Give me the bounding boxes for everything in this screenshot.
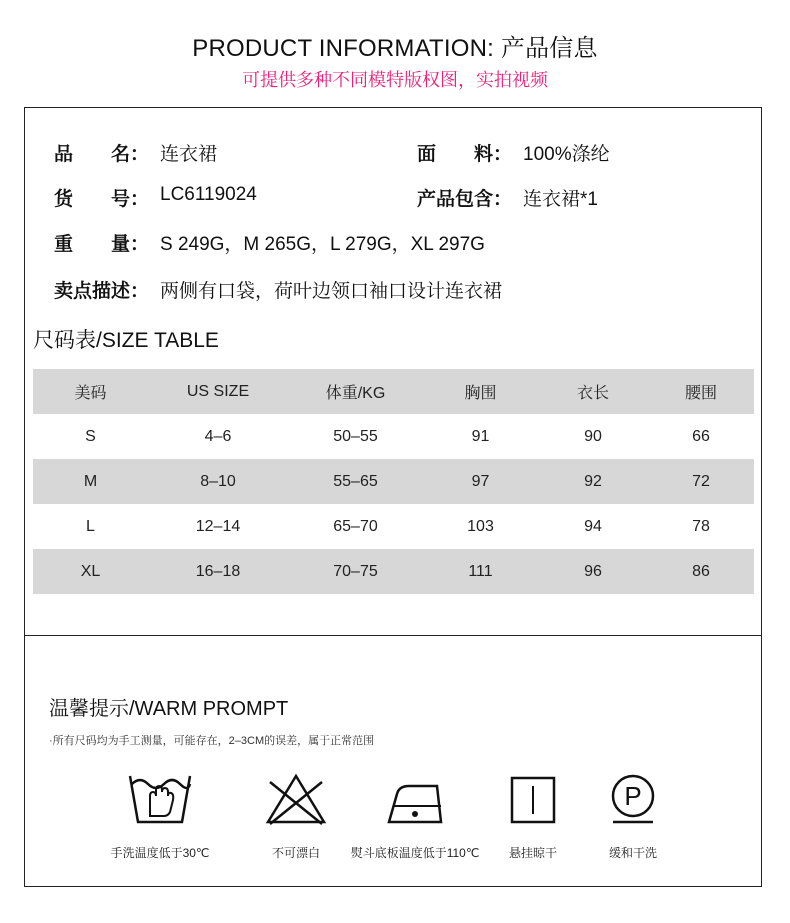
no-bleach-icon	[264, 772, 328, 828]
table-cell: 55–65	[288, 459, 423, 504]
contents-value: 连衣裙*1	[523, 189, 598, 210]
page-title: PRODUCT INFORMATION: 产品信息	[192, 35, 598, 62]
care-label: 缓和干洗	[608, 846, 657, 860]
table-cell: 12–14	[195, 517, 241, 535]
care-label: 手洗温度低于30℃	[110, 846, 210, 860]
table-header-cell: 体重/KG	[288, 369, 423, 414]
table-cell: 111	[423, 549, 538, 594]
table-cell: L	[86, 517, 95, 535]
name-label: 品 名：	[54, 144, 150, 165]
table-cell: 66	[692, 427, 710, 445]
weight-value: S 249G，M 265G，L 279G，XL 297G	[160, 234, 485, 255]
table-cell: 97	[423, 459, 538, 504]
table-row	[33, 504, 754, 549]
table-cell: 92	[538, 459, 648, 504]
hang-dry-icon	[501, 772, 565, 828]
fabric-value: 100%涤纶	[523, 144, 610, 165]
page-subtitle: 可提供多种不同模特版权图，实拍视频	[242, 70, 548, 90]
table-cell: 4–6	[204, 427, 232, 445]
care-item-no-bleach	[236, 772, 356, 861]
table-header-cell: 美码	[33, 369, 148, 414]
care-item-iron	[340, 772, 490, 861]
table-cell: 70–75	[288, 549, 423, 594]
size-table	[33, 369, 754, 594]
size-table-title: 尺码表/SIZE TABLE	[33, 329, 219, 352]
gentle-dry-clean-icon	[601, 772, 665, 828]
selling-value: 两侧有口袋，荷叶边领口袖口设计连衣裙	[160, 281, 503, 302]
iron-icon	[383, 772, 447, 828]
name-value: 连衣裙	[160, 144, 218, 165]
table-cell: S	[85, 427, 96, 445]
weight-label: 重 量：	[54, 234, 150, 255]
sku-label: 货 号：	[54, 189, 150, 210]
table-cell: 65–70	[333, 517, 378, 535]
table-row	[33, 459, 754, 504]
care-label: 不可漂白	[271, 846, 320, 860]
table-row	[33, 549, 754, 594]
table-cell: 94	[584, 517, 602, 535]
table-cell: 72	[648, 459, 754, 504]
table-header-cell: 腰围	[648, 369, 754, 414]
contents-label: 产品包含：	[417, 189, 513, 210]
table-cell: M	[33, 459, 148, 504]
care-label: 熨斗底板温度低于110℃	[350, 846, 480, 860]
table-header-cell: 胸围	[423, 369, 538, 414]
fabric-label: 面 料：	[417, 144, 513, 165]
sku-value: LC6119024	[160, 184, 257, 205]
care-item-hang-dry	[478, 772, 588, 861]
table-cell: 78	[692, 517, 710, 535]
table-cell: 50–55	[333, 427, 378, 445]
table-row	[33, 414, 754, 459]
table-header-row	[33, 369, 754, 414]
warm-prompt-note: ·所有尺码均为手工测量，可能存在，2–3CM的误差，属于正常范围	[49, 735, 375, 747]
table-header-cell: US SIZE	[148, 369, 288, 414]
warm-prompt-title: 温馨提示/WARM PROMPT	[49, 698, 289, 720]
hand-wash-icon	[128, 772, 192, 828]
table-cell: 16–18	[148, 549, 288, 594]
table-cell: 96	[538, 549, 648, 594]
care-item-hand-wash	[100, 772, 220, 861]
section-divider	[24, 635, 762, 636]
table-cell: XL	[33, 549, 148, 594]
table-cell: 91	[471, 427, 490, 445]
care-item-gentle-dry-clean	[578, 772, 688, 861]
table-header-cell: 衣长	[538, 369, 648, 414]
table-cell: 103	[467, 517, 494, 535]
care-label: 悬挂晾干	[508, 846, 557, 860]
svg-text:P: P	[624, 781, 642, 811]
selling-label: 卖点描述：	[54, 281, 150, 302]
table-cell: 90	[584, 427, 602, 445]
table-cell: 86	[648, 549, 754, 594]
table-cell: 8–10	[148, 459, 288, 504]
